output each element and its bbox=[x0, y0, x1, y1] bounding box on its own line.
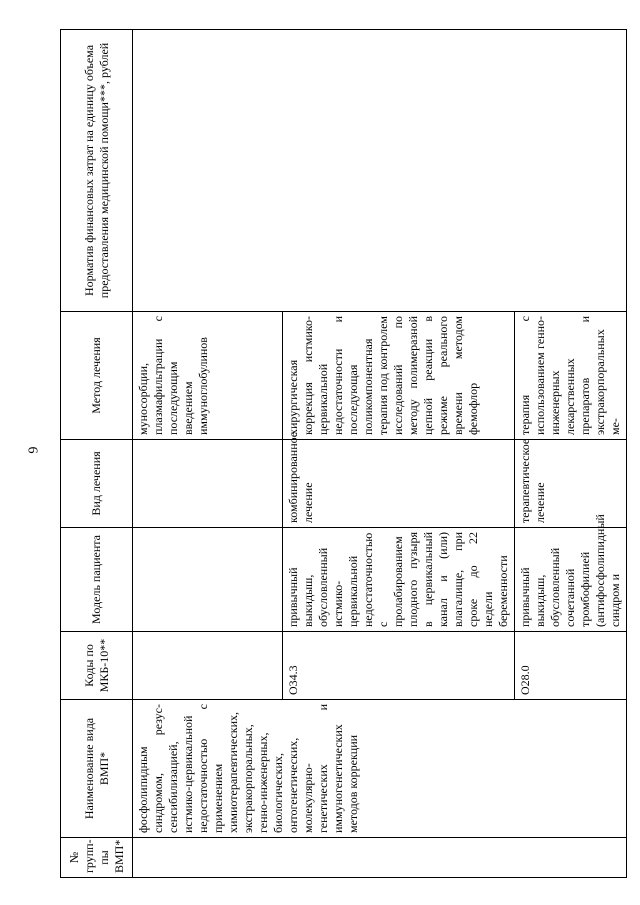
page-number: 6 bbox=[24, 446, 40, 454]
cell-model: привычный выкидыш, обусловленный истмико-цервикальной недостаточностью с пролабированием плодного пузыря в цервикальный канал и (или) влагалище, при сроке до 22 недели беременности bbox=[283, 528, 515, 632]
header-vmp-name: Наименование вида ВМП* bbox=[61, 700, 133, 838]
cell-method: хирургическая коррекция истмико-цервикальной недостаточности и последующая поликомпонентная терапия под контролем исследований по методу полимеразной цепной реакции в режиме реального времени методом фемофлор bbox=[283, 312, 515, 440]
table-row bbox=[133, 30, 283, 878]
header-treatment-type: Вид лечения bbox=[61, 440, 133, 528]
header-icd-codes: Коды по МКБ-10** bbox=[61, 632, 133, 700]
cell-code bbox=[133, 632, 283, 700]
cell-treatment: терапевтическое лечение bbox=[515, 440, 627, 528]
cell-code: O28.0 bbox=[515, 632, 627, 700]
cell-treatment bbox=[133, 440, 283, 528]
table-header-row bbox=[61, 30, 133, 878]
rotated-table-container bbox=[60, 30, 622, 878]
cell-model bbox=[133, 528, 283, 632]
header-group-number: № групп-пы ВМП* bbox=[61, 838, 133, 878]
cell-method: муносорбции, плазмафильтрации с последующим введением иммуноглобулинов bbox=[133, 312, 283, 440]
cell-model: привычный выкидыш, обусловленный сочетанной тромбофилией (антифосфолипидный синдром и bbox=[515, 528, 627, 632]
cell-group bbox=[133, 838, 627, 878]
header-treatment-method: Метод лечения bbox=[61, 312, 133, 440]
cell-cost bbox=[133, 30, 627, 312]
cell-method: терапия с использованием генно-инженерных лекарственных препаратов и экстракорпоральных ме- bbox=[515, 312, 627, 440]
header-patient-model: Модель пациента bbox=[61, 528, 133, 632]
vmp-table bbox=[60, 29, 627, 878]
cell-treatment: комбинированное лечение bbox=[283, 440, 515, 528]
cell-name: фосфолипидным синдромом, резус-сенсибилизацией, истмико-цервикальной недостаточностью с применением химиотерапевтических, экстракорпоральных, генно-инженерных, биологических, онтогенетических, молекулярно-генетических и иммуногенетических методов коррекции bbox=[133, 700, 627, 838]
cell-code: O34.3 bbox=[283, 632, 515, 700]
header-cost-norm: Норматив финансовых затрат на единицу объема предоставления медицинской помощи***, рублей bbox=[61, 30, 133, 312]
